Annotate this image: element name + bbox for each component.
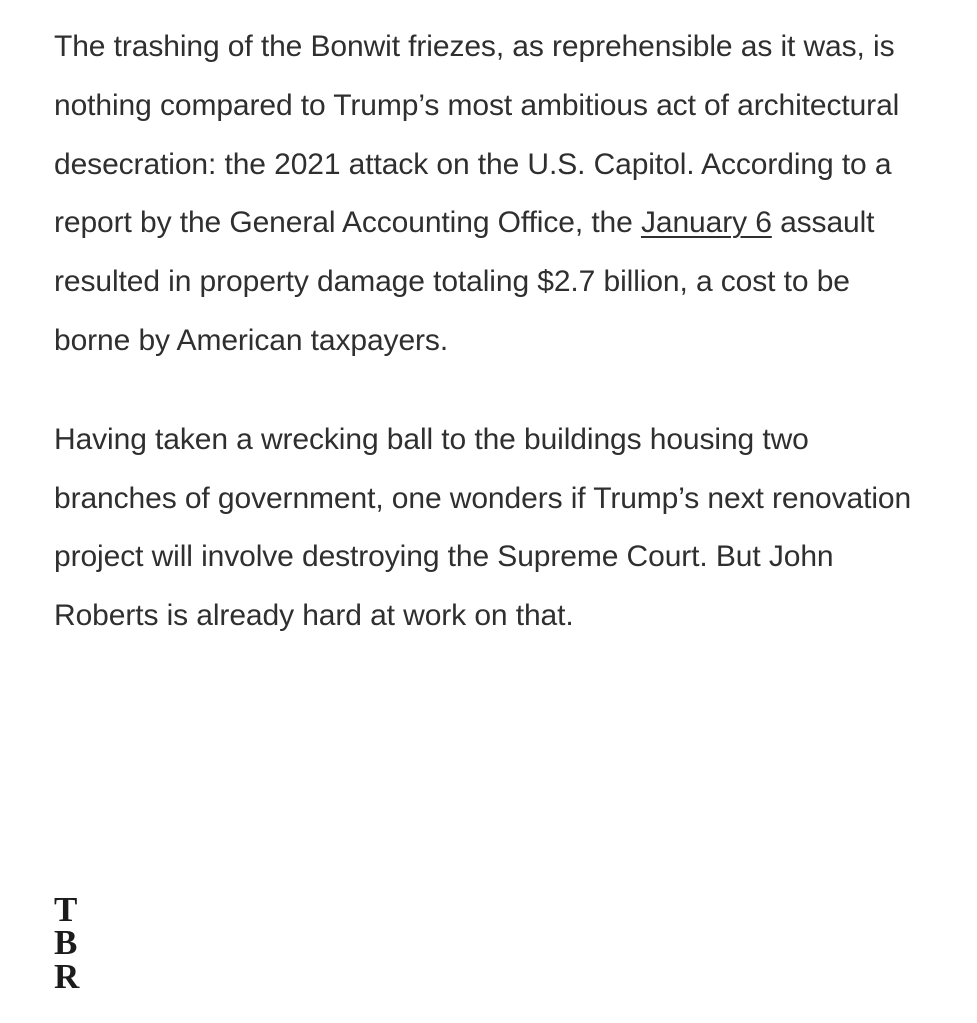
paragraph-2-text: Having taken a wrecking ball to the buildings housing two branches of government, one wonders if Trump’s next renovation project will involve destroying the Supreme Court. But John Roberts is already hard at work on that. [54, 422, 912, 633]
paragraph-1-text-before-link: The trashing of the Bonwit friezes, as reprehensible as it was, is nothing compared to Trump’s most ambitious act of architectural desecration: the 2021 attack on the U.S. Capitol. According to a report by the General Accounting Office, the [54, 30, 900, 240]
tbr-logo-line-3: R [54, 956, 80, 996]
tbr-logo-line-2: B [54, 923, 78, 963]
paragraph-1 [54, 18, 917, 371]
paragraph-1-text-after-link: assault resulted in property damage totaling $2.7 billion, a cost to be borne by American taxpayers. [54, 206, 875, 357]
paragraph-2 [54, 411, 917, 646]
tbr-logo [54, 890, 80, 996]
january-6-link[interactable]: January 6 [640, 206, 772, 240]
tbr-logo-line-1: T [54, 890, 78, 929]
article-body [54, 18, 917, 646]
